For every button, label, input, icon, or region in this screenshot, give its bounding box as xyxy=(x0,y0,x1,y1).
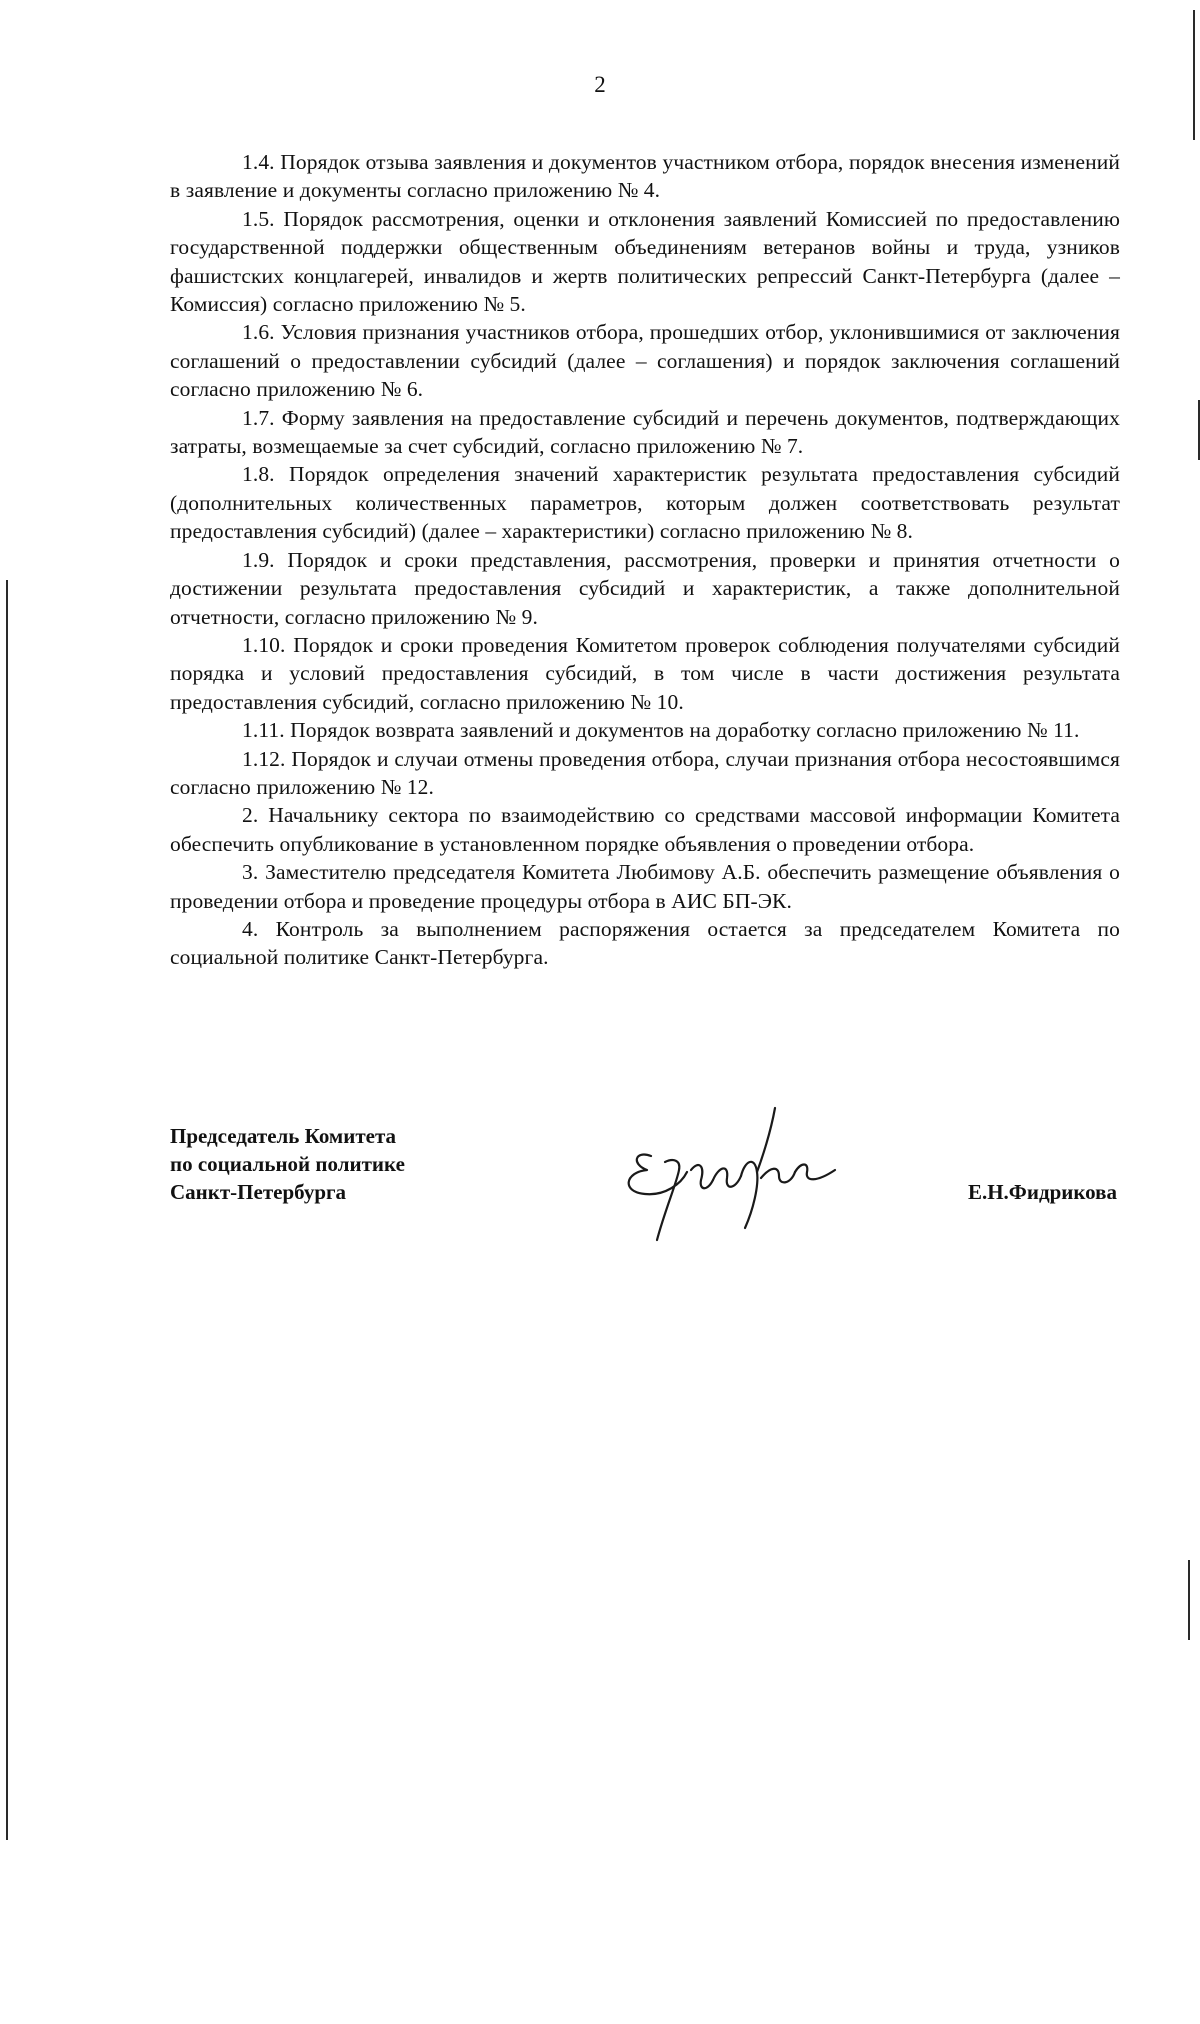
scan-edge-line-lower-right xyxy=(1188,1560,1190,1640)
paragraph-2: 2. Начальнику сектора по взаимодействию со средствами массовой информации Комитета обеспечить опубликование в установленном порядке объявления о проведении отбора. xyxy=(170,803,1120,856)
paragraph-1-5: 1.5. Порядок рассмотрения, оценки и отклонения заявлений Комиссией по предоставлению государственной поддержки общественным объединениям ветеранов войны и труда, узников фашистских концлагерей, инвалидов и жертв политических репрессий Санкт-Петербурга (далее – Комиссия) согласно приложению № 5. xyxy=(170,206,1120,317)
scan-edge-line-left xyxy=(6,580,8,1840)
signatory-name: Е.Н.Фидрикова xyxy=(967,1180,1117,1204)
signatory-title-line-2: по социальной политике xyxy=(170,1152,405,1176)
signature-block xyxy=(170,1122,1120,1302)
document-body xyxy=(170,148,1120,972)
signatory-title-line-3: Санкт-Петербурга xyxy=(170,1180,347,1204)
paragraph-3: 3. Заместителю председателя Комитета Любимову А.Б. обеспечить размещение объявления о проведении отбора и проведение процедуры отбора в АИС БП-ЭК. xyxy=(170,860,1120,913)
paragraph-1-10: 1.10. Порядок и сроки проведения Комитетом проверок соблюдения получателями субсидий порядка и условий предоставления субсидий, в том числе в части достижения результата предоставления субсидий, согласно приложению № 10. xyxy=(170,632,1120,714)
paragraph-1-8: 1.8. Порядок определения значений характеристик результата предоставления субсидий (дополнительных количественных параметров, которым должен соответствовать результат предоставления субсидий) (далее – характеристики) согласно приложению № 8. xyxy=(170,462,1120,544)
paragraph-1-7: 1.7. Форму заявления на предоставление субсидий и перечень документов, подтверждающих затраты, возмещаемые за счет субсидий, согласно приложению № 7. xyxy=(170,405,1120,459)
paragraph-1-12: 1.12. Порядок и случаи отмены проведения отбора, случаи признания отбора несостоявшимся согласно приложению № 12. xyxy=(170,746,1120,799)
signatory-title-line-1: Председатель Комитета xyxy=(170,1124,397,1148)
paragraph-1-6: 1.6. Условия признания участников отбора, прошедших отбор, уклонившимися от заключения соглашений о предоставлении субсидий (далее – соглашения) и порядок заключения соглашений согласно приложению № 6. xyxy=(170,320,1120,402)
signatory-title xyxy=(170,1122,405,1206)
handwritten-signature xyxy=(595,1100,855,1250)
paragraph-1-9: 1.9. Порядок и сроки представления, рассмотрения, проверки и принятия отчетности о достижении результата предоставления субсидий и характеристик, а также дополнительной отчетности, согласно приложению № 9. xyxy=(170,547,1120,629)
page-number: 2 xyxy=(594,72,606,97)
paragraph-1-4: 1.4. Порядок отзыва заявления и документов участником отбора, порядок внесения изменений в заявление и документы согласно приложению № 4. xyxy=(170,150,1120,203)
paragraph-4: 4. Контроль за выполнением распоряжения остается за председателем Комитета по социальной политике Санкт-Петербурга. xyxy=(170,916,1120,970)
paragraph-1-11: 1.11. Порядок возврата заявлений и документов на доработку согласно приложению № 11. xyxy=(242,718,1080,743)
